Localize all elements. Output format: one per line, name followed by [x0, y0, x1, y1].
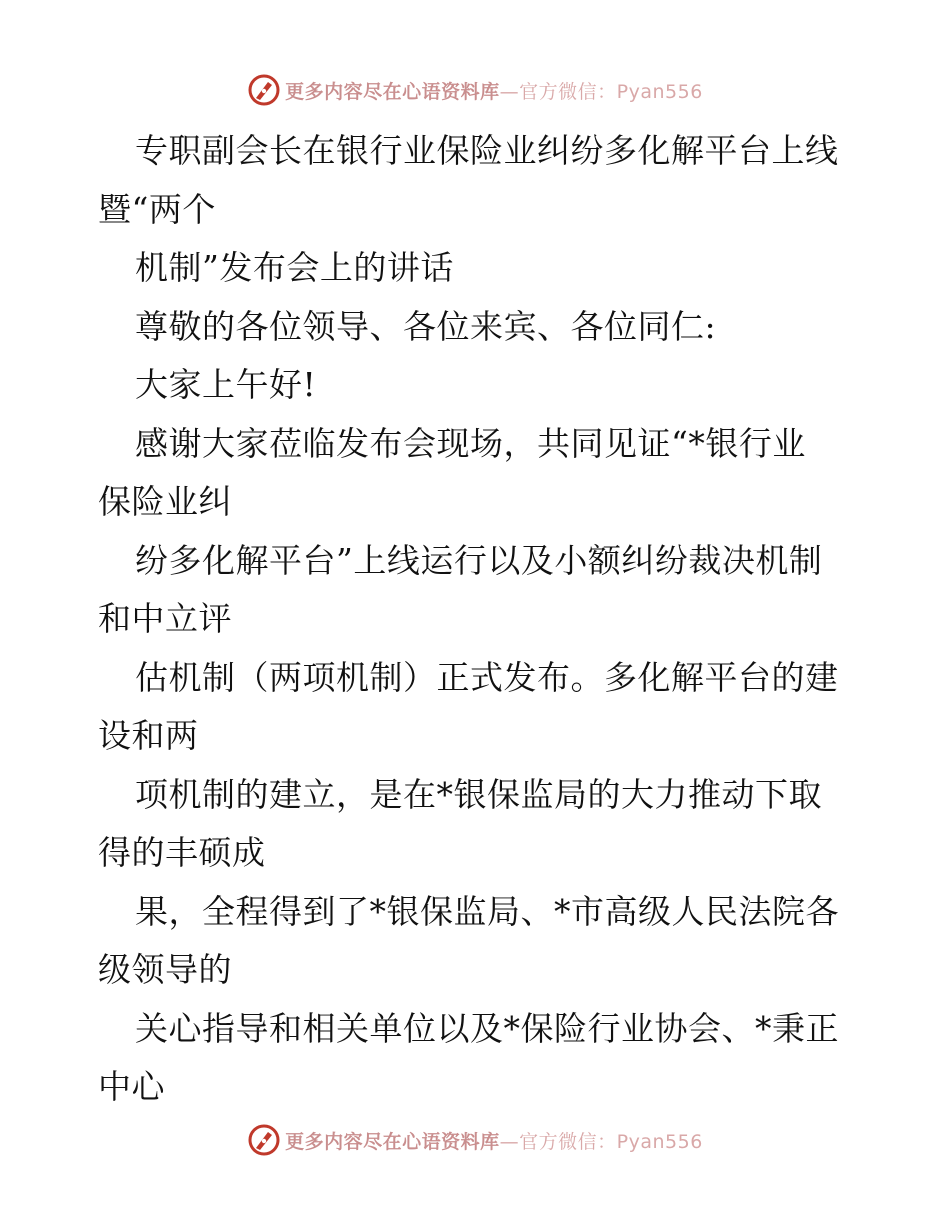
- header-banner-tail: 官方微信：Pyan556: [519, 80, 703, 103]
- footer-banner: [0, 1120, 950, 1160]
- paragraph-line: 中心: [98, 1067, 165, 1106]
- paragraph-line: 级领导的: [98, 950, 232, 989]
- pen-circle-logo-icon: [247, 1123, 281, 1157]
- paragraph-line: 果，全程得到了*银保监局、*市高级人民法院各: [135, 891, 839, 931]
- title-line-3: 机制”发布会上的讲话: [135, 248, 454, 287]
- paragraph-line: 保险业纠: [98, 482, 232, 521]
- document-body: [98, 122, 858, 1117]
- footer-banner-text: [285, 1127, 703, 1154]
- footer-banner-main: 更多内容尽在心语资料库: [285, 1130, 500, 1153]
- title-line-2: 暨“两个: [98, 189, 216, 229]
- paragraph-line: 关心指导和相关单位以及*保险行业协会、*秉正: [135, 1008, 839, 1048]
- paragraph-line: 纷多化解平台”上线运行以及小额纠纷裁决机制: [135, 540, 823, 580]
- title-line-1: 专职副会长在银行业保险业纠纷多化解平台上线: [135, 131, 839, 170]
- paragraph-line: 设和两: [98, 716, 199, 755]
- greeting: 大家上午好!: [135, 365, 317, 404]
- header-banner-dash: —: [499, 80, 520, 103]
- footer-banner-tail: 官方微信：Pyan556: [519, 1130, 703, 1153]
- paragraph-line: 感谢大家莅临发布会现场，共同见证“*银行业: [135, 423, 806, 463]
- paragraph-line: 和中立评: [98, 599, 232, 638]
- header-banner-main: 更多内容尽在心语资料库: [285, 80, 500, 103]
- header-banner: [0, 70, 950, 110]
- paragraph-line: 得的丰硕成: [98, 833, 266, 872]
- footer-banner-dash: —: [499, 1130, 520, 1153]
- paragraph-line: 估机制（两项机制）正式发布。多化解平台的建: [135, 657, 839, 697]
- salutation: 尊敬的各位领导、各位来宾、各位同仁:: [135, 306, 717, 346]
- paragraph-line: 项机制的建立，是在*银保监局的大力推动下取: [135, 774, 822, 814]
- header-banner-text: [285, 77, 703, 104]
- pen-circle-logo-icon: [247, 73, 281, 107]
